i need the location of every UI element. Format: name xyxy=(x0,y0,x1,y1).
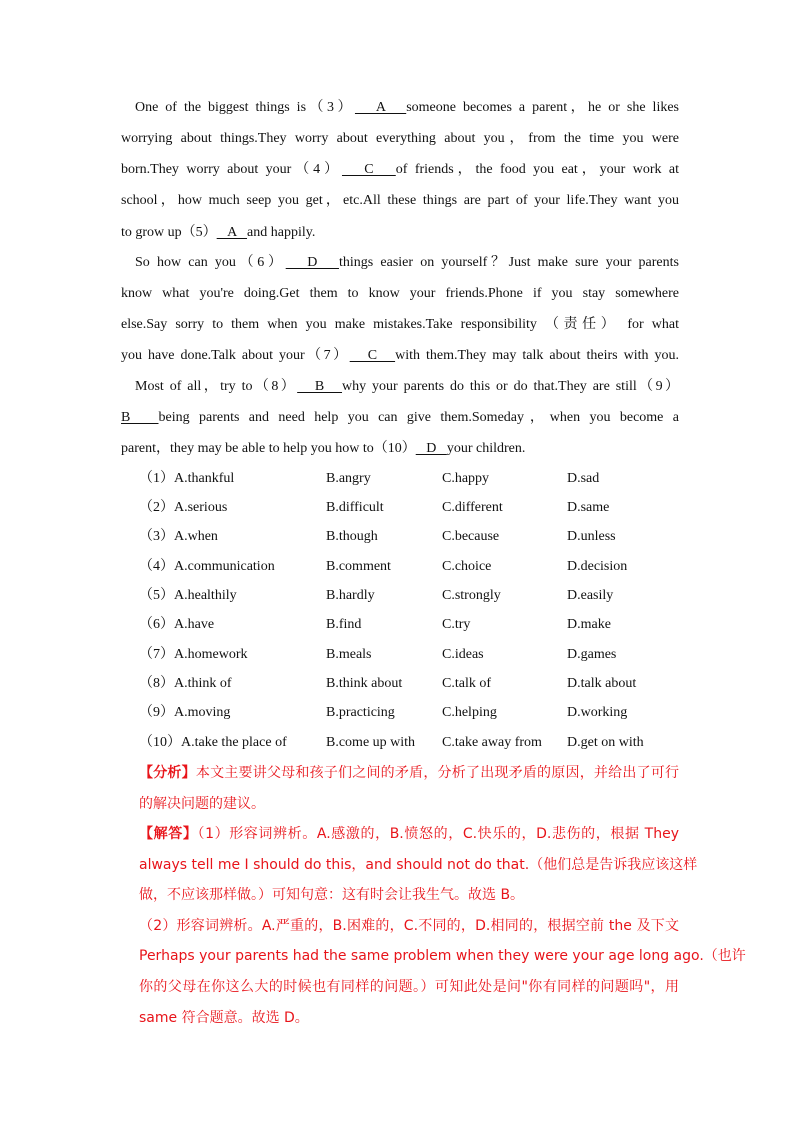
analysis-text: 做，不应该那样做。）可知句意：这有时会让我生气。故选 B。 xyxy=(139,887,525,903)
option-d: D.games xyxy=(567,647,617,662)
analysis-line xyxy=(139,885,679,905)
option-c: C.different xyxy=(442,500,503,515)
answer-blank: C xyxy=(341,162,396,177)
option-a: A.serious xyxy=(174,500,228,515)
option-b: B.find xyxy=(326,617,362,632)
passage-text: why your parents do this or do that.They are still（9） xyxy=(342,379,679,394)
option-c: C.choice xyxy=(442,559,492,574)
option-c: C.take away from xyxy=(442,735,542,750)
passage-text: So how can you（6） xyxy=(135,255,286,270)
analysis-text: 的解决问题的建议。 xyxy=(139,796,265,812)
option-a: A.think of xyxy=(174,676,232,691)
question-number: （5） xyxy=(139,588,174,603)
passage-text: to grow up（5） xyxy=(121,225,217,240)
question-number: （2） xyxy=(139,500,174,515)
analysis-line xyxy=(139,763,679,783)
option-b: B.angry xyxy=(326,471,371,486)
answer-blank: B xyxy=(297,379,343,394)
passage-line xyxy=(135,253,679,273)
option-a: A.homework xyxy=(174,647,248,662)
option-b: B.hardly xyxy=(326,588,375,603)
passage-text: parent，they may be able to help you how to（10） xyxy=(121,441,416,456)
option-b: B.though xyxy=(326,529,378,544)
passage-text: you have done.Talk about your（7） xyxy=(121,348,350,363)
passage-text: born.They worry about your（4） xyxy=(121,162,342,177)
analysis-text: Perhaps your parents had the same problem when they were your age long ago.（也许 xyxy=(139,948,746,964)
analysis-heading: 【分析】 xyxy=(139,765,196,781)
option-d: D.unless xyxy=(567,529,616,544)
passage-text: and happily. xyxy=(247,225,316,240)
option-c: C.helping xyxy=(442,705,497,720)
question-number: （8） xyxy=(139,676,174,691)
answer-blank: D xyxy=(415,441,447,456)
passage-line xyxy=(121,408,679,428)
analysis-text: same 符合题意。故选 D。 xyxy=(139,1010,309,1026)
option-d: D.sad xyxy=(567,471,600,486)
option-d: D.talk about xyxy=(567,676,637,691)
option-a: A.take the place of xyxy=(181,735,287,750)
passage-line xyxy=(121,191,679,211)
option-d: D.get on with xyxy=(567,735,644,750)
passage-line xyxy=(135,98,679,118)
option-b: B.come up with xyxy=(326,735,416,750)
passage-text: know what you're doing.Get them to know your friends.Phone if you stay somewhere xyxy=(121,286,679,301)
passage-line xyxy=(121,346,679,366)
option-b: B.difficult xyxy=(326,500,384,515)
option-c: C.try xyxy=(442,617,471,632)
option-c: C.talk of xyxy=(442,676,491,691)
analysis-line xyxy=(139,855,698,875)
analysis-line xyxy=(139,977,679,997)
option-b: B.practicing xyxy=(326,705,395,720)
analysis-text: 本文主要讲父母和孩子们之间的矛盾，分析了出现矛盾的原因，并给出了可行 xyxy=(195,765,680,781)
passage-text: else.Say sorry to them when you make mistakes.Take responsibility （责任） for what xyxy=(121,317,679,332)
passage-text: school，how much seep you get，etc.All these things are part of your life.They want you xyxy=(121,193,679,208)
question-number: （1） xyxy=(139,471,174,486)
passage-text: One of the biggest things is（3） xyxy=(135,100,355,115)
passage-text: worrying about things.They worry about everything about you，from the time you were xyxy=(121,131,679,146)
passage-text: Most of all，try to（8） xyxy=(135,379,298,394)
passage-text: with them.They may talk about theirs with you. xyxy=(395,348,679,363)
passage-line xyxy=(121,284,679,304)
passage-line xyxy=(121,315,679,335)
option-a: A.communication xyxy=(174,559,275,574)
option-c: C.ideas xyxy=(442,647,484,662)
analysis-line xyxy=(139,946,746,966)
analysis-text: （2）形容词辨析。A.严重的，B.困难的，C.不同的，D.相同的，根据空前 the 及下文 xyxy=(139,918,679,934)
option-a: A.healthily xyxy=(174,588,237,603)
passage-text: your children. xyxy=(446,441,526,456)
question-number: （6） xyxy=(139,617,174,632)
option-d: D.working xyxy=(567,705,628,720)
option-a: A.thankful xyxy=(174,471,235,486)
option-c: C.because xyxy=(442,529,500,544)
option-a: A.moving xyxy=(174,705,231,720)
option-a: A.when xyxy=(174,529,218,544)
answer-blank: A xyxy=(216,225,248,240)
option-d: D.decision xyxy=(567,559,628,574)
option-d: D.easily xyxy=(567,588,614,603)
question-number: （4） xyxy=(139,559,174,574)
passage-line xyxy=(135,377,679,397)
passage-text: being parents and need help you can give them.Someday，when you become a xyxy=(158,410,679,425)
question-number: （3） xyxy=(139,529,174,544)
option-b: B.meals xyxy=(326,647,372,662)
analysis-text: 你的父母在你这么大的时候也有同样的问题。）可知此处是问"你有同样的问题吗"，用 xyxy=(139,979,679,995)
analysis-heading: 【解答】 xyxy=(139,826,198,842)
analysis-line xyxy=(139,824,679,844)
passage-line xyxy=(121,223,679,243)
option-c: C.happy xyxy=(442,471,490,486)
passage-line xyxy=(121,439,679,459)
passage-text: someone becomes a parent，he or she likes xyxy=(406,100,679,115)
analysis-line xyxy=(139,1008,679,1028)
passage-line xyxy=(121,160,679,180)
question-number: （7） xyxy=(139,647,174,662)
option-d: D.make xyxy=(567,617,611,632)
passage-text: things easier on yourself？Just make sure your parents xyxy=(338,255,679,270)
answer-blank: D xyxy=(285,255,339,270)
analysis-line xyxy=(139,794,679,814)
passage-line xyxy=(121,129,679,149)
option-b: B.think about xyxy=(326,676,403,691)
option-a: A.have xyxy=(174,617,215,632)
analysis-text: （1）形容词辨析。A.感激的，B.愤怒的，C.快乐的，D.悲伤的，根据 They xyxy=(197,826,679,842)
analysis-line xyxy=(139,916,679,936)
answer-blank: A xyxy=(354,100,407,115)
analysis-text: always tell me I should do this，and should not do that.（他们总是告诉我应该这样 xyxy=(139,857,698,873)
answer-blank: C xyxy=(349,348,396,363)
option-c: C.strongly xyxy=(442,588,501,603)
option-d: D.same xyxy=(567,500,610,515)
passage-text: of friends，the food you eat，your work at xyxy=(395,162,679,177)
question-number: （10） xyxy=(139,735,181,750)
option-b: B.comment xyxy=(326,559,391,574)
question-number: （9） xyxy=(139,705,174,720)
answer-blank: B xyxy=(121,410,159,425)
